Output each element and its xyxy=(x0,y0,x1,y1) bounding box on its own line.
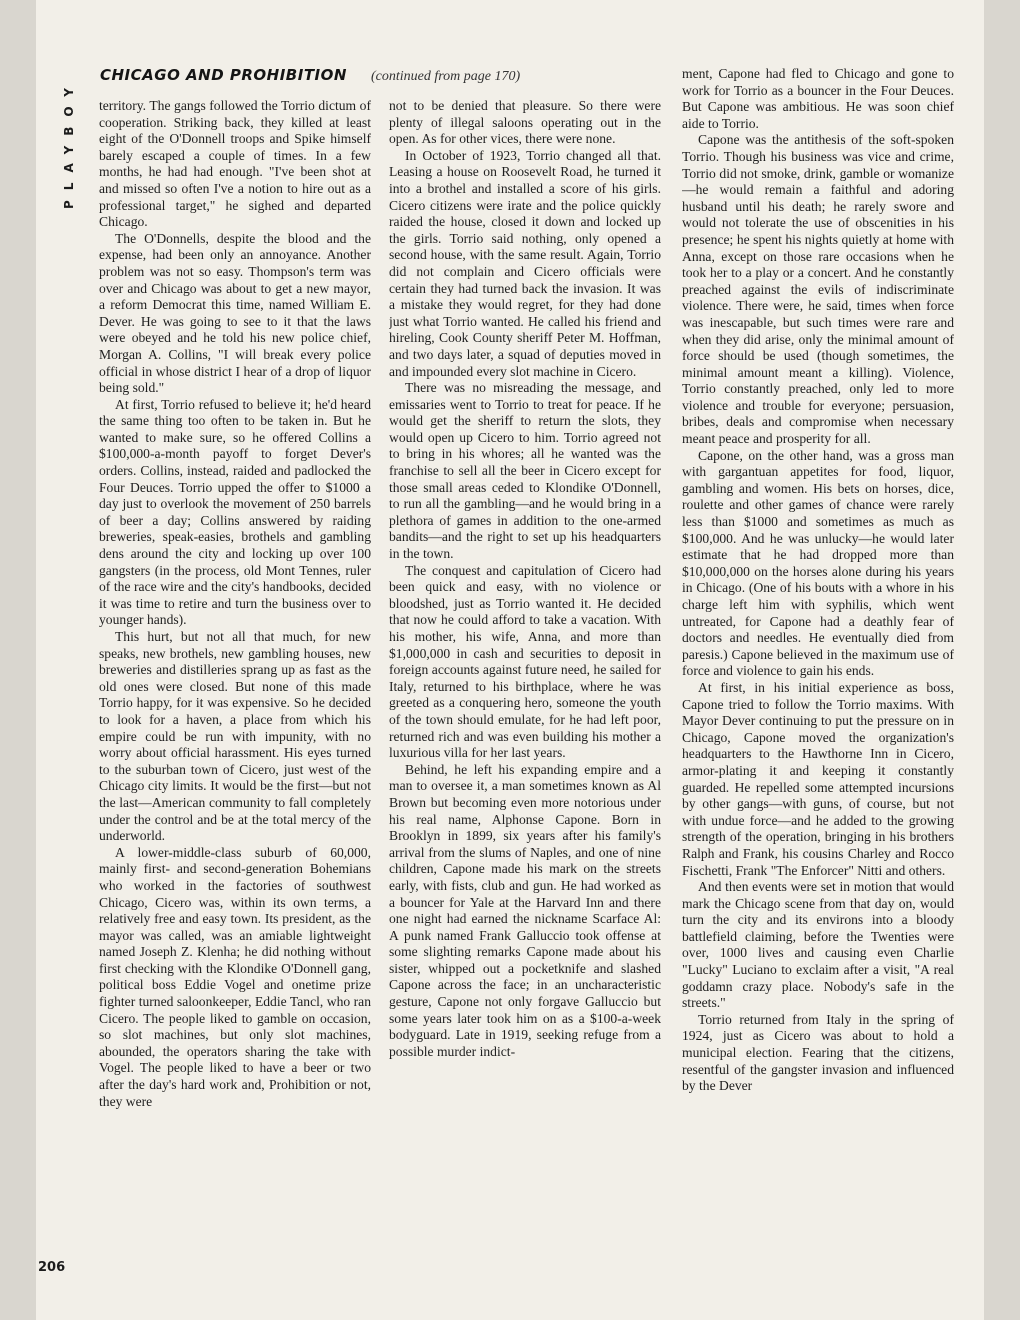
paragraph: Torrio returned from Italy in the spring of 1924, just as Cicero was about to hold a municipal election. Fearing that the citizens, resentful of the gangster invasion and influenced by the Dever xyxy=(682,1011,954,1094)
paragraph: The conquest and capitulation of Cicero had been quick and easy, with no violence or bloodshed, just as Torrio wanted it. He decided that now he could afford to take a vacation. With his mother, his wife, Anna, and more than $1,000,000 in cash and securities to deposit in foreign accounts against future need, he sailed for Italy, returned to his birthplace, where he was greeted as a conquering hero, someone the youth of the town should emulate, for he had left poor, returned rich and was even building his mother a luxurious villa for her last years. xyxy=(389,562,661,761)
continued-note: (continued from page 170) xyxy=(370,69,521,84)
paragraph: There was no misreading the message, and emissaries went to Torrio to treat for peace. If he would get the sheriff to return the slots, they would open up Cicero to him. Torrio agreed not to bring in his whores; all he wanted was the franchise to sell all the beer in Cicero except for those small areas ceded to Klondike O'Donnell, to run all the gambling—and he would bring in a plethora of games in addition to the one-armed bandits—and the right to set up his headquarters in the town. xyxy=(389,380,661,562)
paragraph: In October of 1923, Torrio changed all that. Leasing a house on Roosevelt Road, he turned it into a brothel and installed a score of his girls. Cicero citizens were irate and the police quickly raided the house, closed it down and locked up the girls. Torrio said nothing, only opened a second house, with the same result. Again, Torrio did not complain and Cicero officials were certain they had turned back the invasion. It was a mistake they would regret, for they had done just what Torrio wanted. He called his friend and hireling, Cook County sheriff Peter M. Hoffman, and two days later, a squad of deputies moved in and impounded every slot machine in Cicero. xyxy=(389,147,661,379)
paragraph: A lower-middle-class suburb of 60,000, mainly first- and second-generation Bohemians who worked in the factories of southwest Chicago, Cicero was, within its own terms, a relatively free and easy town. Its president, as the mayor was called, was an amiable lightweight named Joseph Z. Klenha; he did nothing without first checking with the Klondike O'Donnell gang, political boss Eddie Vogel and onetime prize fighter turned saloonkeeper, Eddie Tancl, who ran Cicero. The people liked to gamble on occasion, so slot machines, but only slot machines, abounded, the operators sharing the take with Vogel. The people liked to have a beer or two after the day's hard work and, Prohibition or not, they were xyxy=(99,844,371,1109)
magazine-name-tab: PLAYBOY xyxy=(62,78,76,210)
text-column-2 xyxy=(389,98,661,1276)
article-title: CHICAGO AND PROHIBITION xyxy=(100,66,347,84)
page-number: 206 xyxy=(38,1260,66,1275)
paragraph: At first, Torrio refused to believe it; he'd heard the same thing too often to be taken in. But he wanted to make sure, so he offered Collins a $100,000-a-month payoff to forget Dever's orders. Collins, instead, raided and padlocked the Four Deuces. Torrio upped the offer to $1000 a day just to overlook the movement of 250 barrels of beer a day; Collins answered by raiding breweries, speak-easies, brothels and gambling dens around the city and locking up over 100 gangsters (in the process, old Mont Tennes, ruler of the race wire and the city's handbooks, decided it was time to retire and turn the business over to younger hands). xyxy=(99,396,371,628)
text-column-1 xyxy=(99,98,371,1276)
paragraph: not to be denied that pleasure. So there were plenty of illegal saloons operating out in the open. As for other vices, there were none. xyxy=(389,98,661,147)
paragraph: At first, in his initial experience as boss, Capone tried to follow the Torrio maxims. With Mayor Dever continuing to put the pressure on in Chicago, Capone moved the organization's headquarters to the Hawthorne Inn in Cicero, armor-plating it and keeping it constantly guarded. He repelled some attempted incursions by other gangs—with guns, of course, but not with undue force—and he added to the growing strength of the operation, bringing in his brothers Ralph and Frank, his cousins Charley and Rocco Fischetti, Frank "The Enforcer" Nitti and others. xyxy=(682,679,954,878)
paragraph: This hurt, but not all that much, for new speaks, new brothels, new gambling houses, new breweries and distilleries sprang up as fast as the old ones were closed. But none of this made Torrio happy, for it was expensive. So he decided to look for a haven, a place from which his empire could be run with impunity, with no worry about official harassment. His eyes turned to the suburban town of Cicero, just west of the Chicago city limits. It would be the first—but not the last—American community to fall completely under the control and be at the total mercy of the underworld. xyxy=(99,629,371,844)
text-column-3 xyxy=(682,66,954,1276)
paragraph: ment, Capone had fled to Chicago and gone to work for Torrio as a bouncer in the Four Deuces. But Capone was ambitious. He was soon chief aide to Torrio. xyxy=(682,66,954,131)
paragraph: Behind, he left his expanding empire and a man to oversee it, a man sometimes known as Al Brown but becoming even more notorious under his real name, Alphonse Capone. Born in Brooklyn in 1899, six years after his family's arrival from the slums of Naples, and one of nine children, Capone made his mark on the streets early, with fists, club and gun. He had worked as a bouncer for Yale at the Harvard Inn and there one night had earned the nickname Scarface Al: A punk named Frank Galluccio took offense at some slighting remarks Capone made about his sister, whipped out a pocketknife and slashed Capone across the face; in an uncharacteristic gesture, Capone not only forgave Galluccio but some years later took him on as a $100-a-week bodyguard. Late in 1919, seeking refuge from a possible murder indict- xyxy=(389,761,661,1059)
paragraph: And then events were set in motion that would mark the Chicago scene from that day on, would turn the city and its environs into a bloody battlefield claiming, before the Twenties were over, 1000 lives and causing even Charlie "Lucky" Luciano to exclaim after a visit, "A real goddamn crazy place. Nobody's safe in the streets." xyxy=(682,879,954,1011)
paragraph: territory. The gangs followed the Torrio dictum of cooperation. Striking back, they killed at least eight of the O'Donnell troops and Spike himself barely escaped a couple of times. In a few months, he had had enough. "I've been shot at and missed so often I've a notion to hire out as a professional target," he sighed and departed Chicago. xyxy=(99,98,371,230)
paragraph: Capone, on the other hand, was a gross man with gargantuan appetites for food, liquor, gambling and women. His bets on horses, dice, roulette and other games of chance were rarely less than $1000 and sometimes as much as $100,000. And he was unlucky—he would later estimate that he had dropped more than $10,000,000 on the horses alone during his years in Chicago. (One of his bouts with a whore in his charge left him with syphilis, which went untreated, for Capone had a deathly fear of doctors and needles. He eventually died from paresis.) Capone believed in the maximum use of force and violence to gain his ends. xyxy=(682,447,954,679)
paragraph: The O'Donnells, despite the blood and the expense, had been only an annoyance. Another problem was not so easy. Thompson's term was over and Chicago was about to get a new mayor, a reform Democrat this time, named William E. Dever. He was going to see to it that the laws were obeyed and he told his new police chief, Morgan A. Collins, "I will break every police official in whose district I hear of a drop of liquor being sold." xyxy=(99,230,371,396)
article-header xyxy=(100,66,520,88)
paragraph: Capone was the antithesis of the soft-spoken Torrio. Though his business was vice and crime, Torrio did not smoke, drink, gamble or womanize—he would remain a faithful and adoring husband until his death; he rarely swore and would not tolerate the use of obscenities in his presence; he spent his nights quietly at home with Anna, except on those rare occasions when he took her to a play or a concert. And he constantly preached against the evils of indiscriminate violence. There were, he said, times when force was inescapable, but such times were rare and when they did arise, only the minimal amount of force should be used (though sometimes, the minimal amount meant a killing). Violence, Torrio constantly preached, only led to more violence and trouble for everyone; persuasion, bribes, deals and compromise when necessary meant peace and prosperity for all. xyxy=(682,132,954,447)
